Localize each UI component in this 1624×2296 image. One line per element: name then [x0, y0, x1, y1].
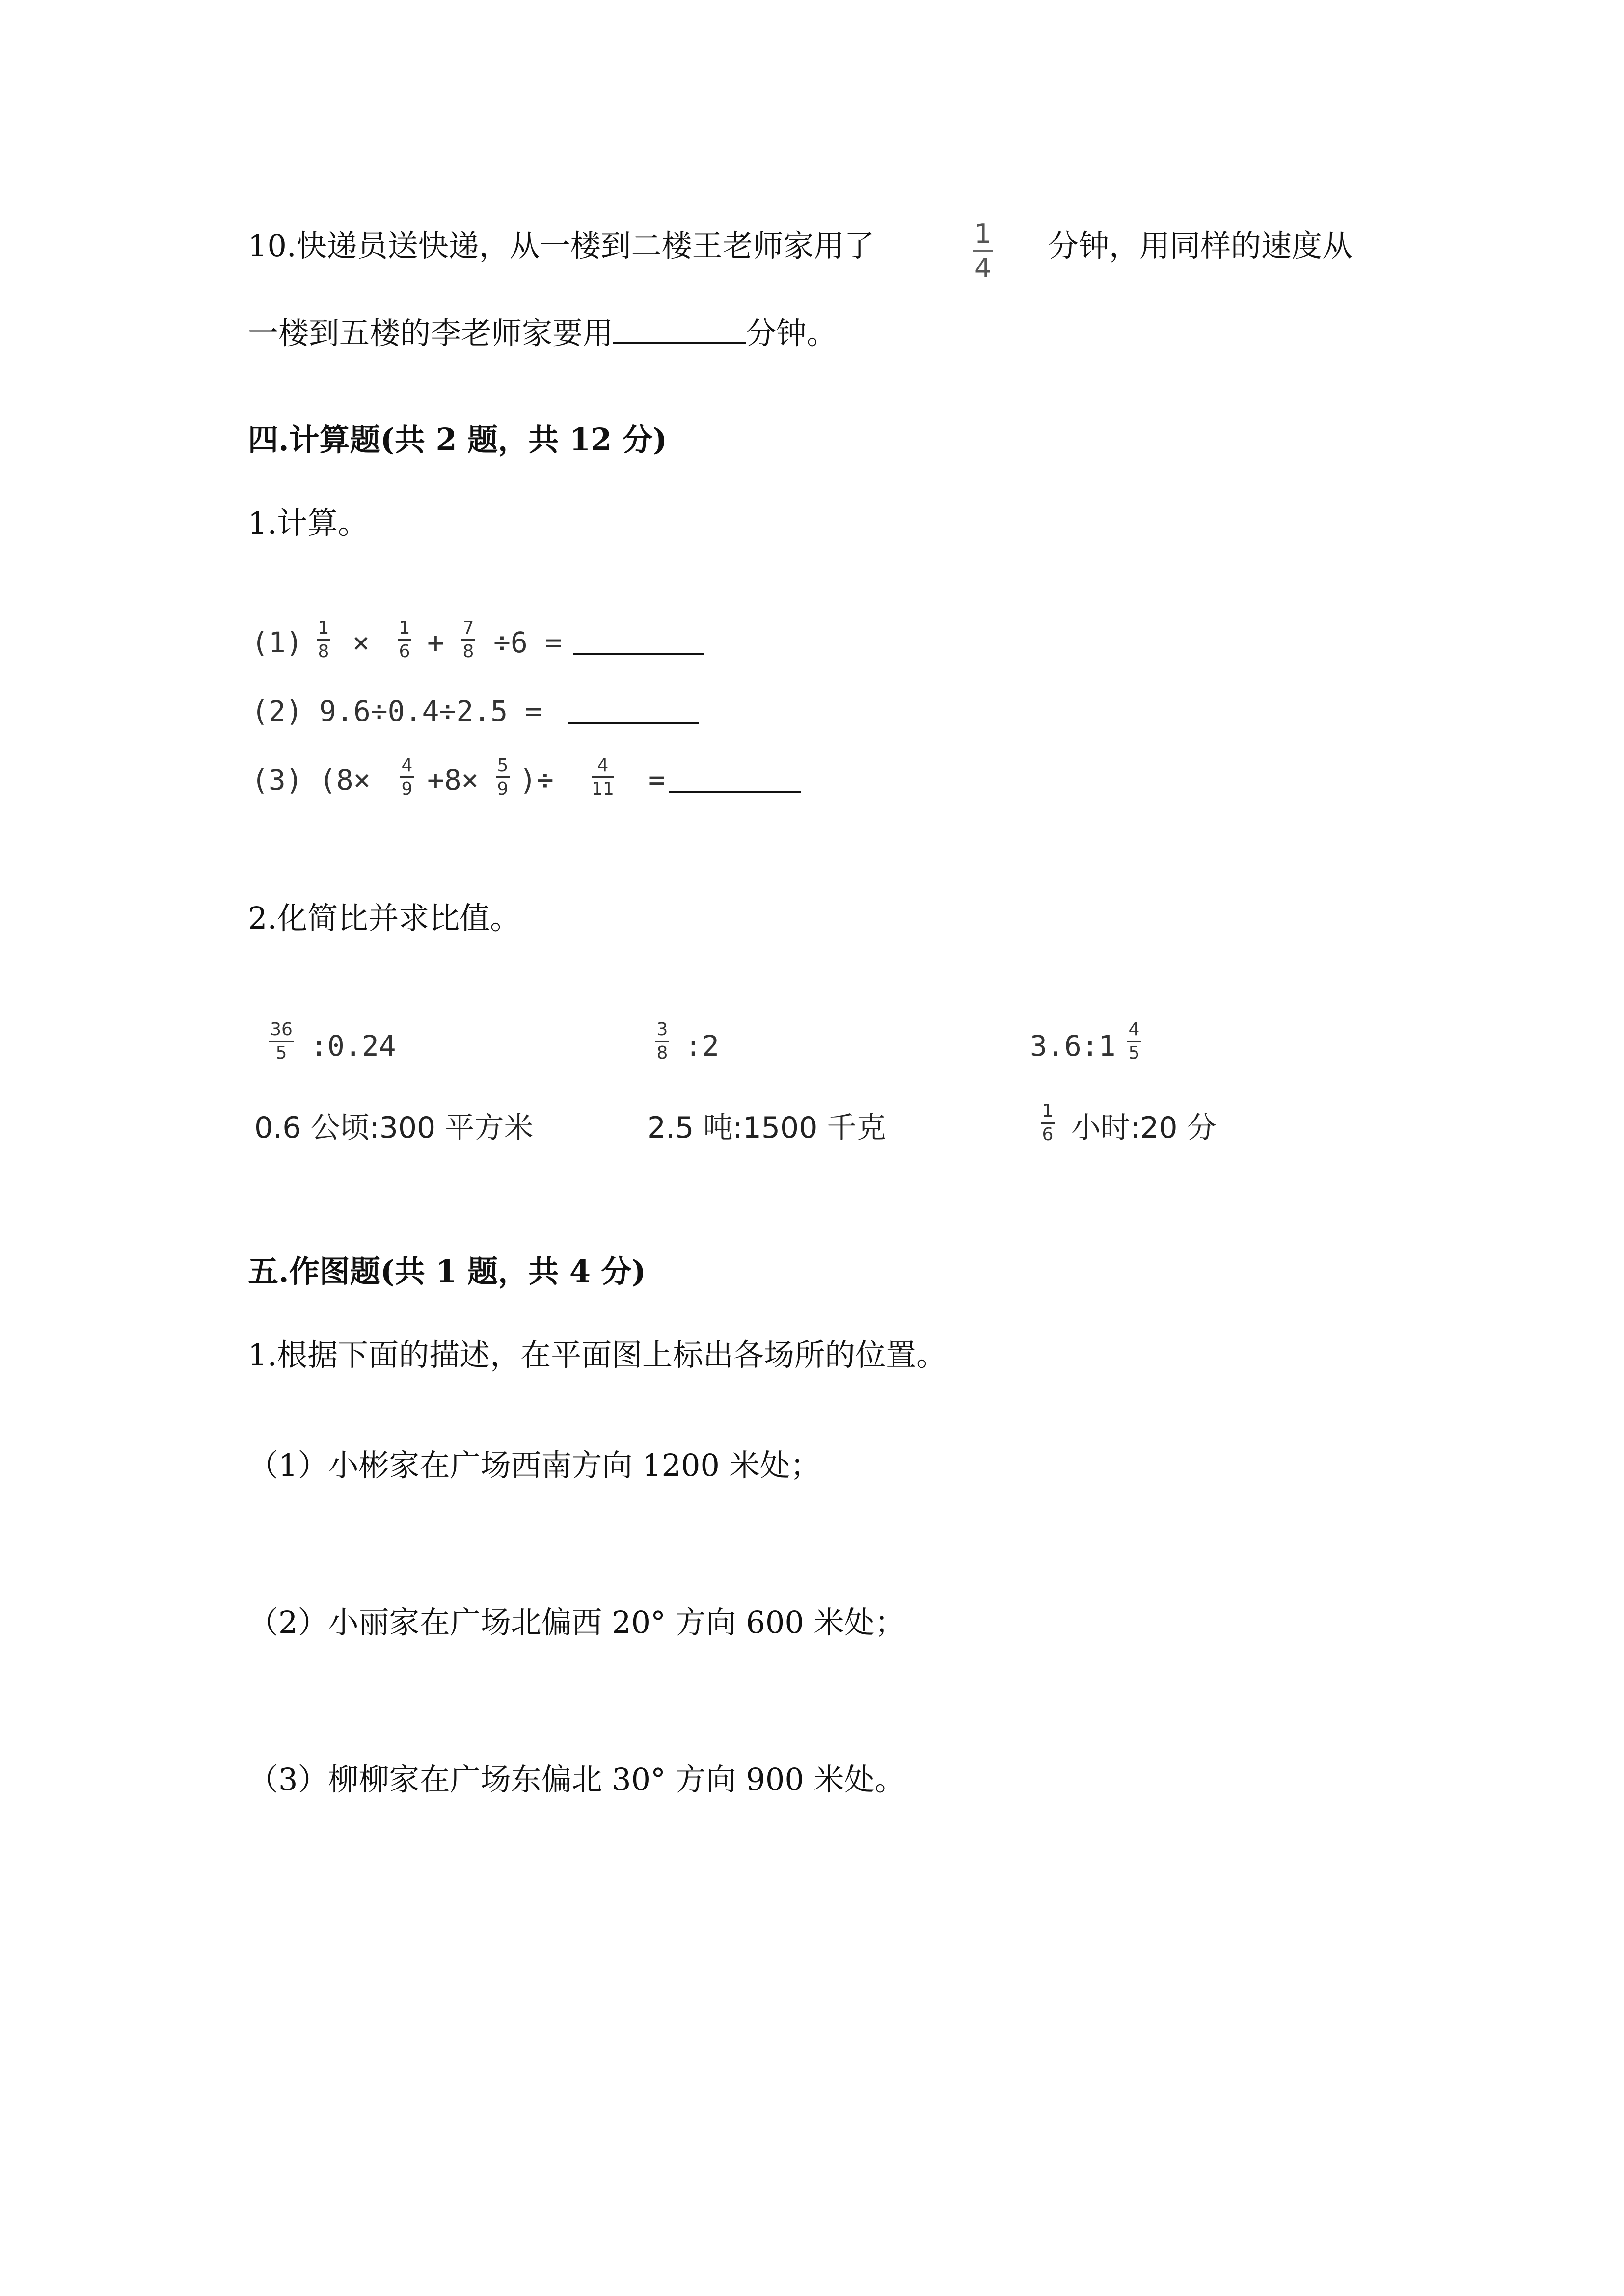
- calc2-expression: 9.6÷0.4÷2.5 =: [319, 694, 542, 728]
- fraction-numerator: 4: [1128, 1019, 1140, 1040]
- section5-item-3: （3）柳柳家在广场东偏北 30° 方向 900 米处。: [248, 1762, 905, 1797]
- fraction-denominator: 8: [318, 641, 329, 662]
- q10-line1-text: 10.快递员送快递，从一楼到二楼王老师家用了: [248, 228, 875, 264]
- fraction-bar: [973, 250, 993, 252]
- calc3-label: (3): [251, 763, 303, 797]
- fraction-denominator: 8: [656, 1043, 668, 1063]
- ratio1-fraction: [269, 1021, 294, 1062]
- calc3-mid: +8×: [427, 763, 479, 797]
- fraction-denominator: 9: [497, 779, 509, 799]
- calc1-rest: ÷6 =: [493, 626, 562, 659]
- calc3-fraction-1: [400, 757, 414, 798]
- fraction-numerator: 4: [401, 755, 413, 775]
- section5-item-1: （1）小彬家在广场西南方向 1200 米处；: [248, 1447, 821, 1483]
- fraction-numerator: 1: [974, 218, 992, 249]
- fraction-numerator: 5: [497, 755, 509, 775]
- calc3-fraction-3: [592, 757, 614, 798]
- calc1-fraction-3: [461, 619, 475, 661]
- ratio3-fraction: [1127, 1021, 1141, 1062]
- fraction-denominator: 4: [974, 253, 992, 284]
- fraction-denominator: 9: [401, 779, 413, 799]
- fraction-numerator: 3: [656, 1019, 668, 1040]
- fraction-numerator: 7: [462, 618, 474, 638]
- section5-heading: 五.作图题(共 1 题，共 4 分): [248, 1254, 646, 1289]
- ratio2-rest: :2: [685, 1029, 719, 1063]
- calc3-fraction-2: [496, 757, 510, 798]
- ratio4-text: 0.6 公顷:300 平方米: [254, 1111, 534, 1145]
- fraction-denominator: 8: [462, 641, 474, 662]
- fraction-bar: [1041, 1122, 1055, 1124]
- calc1-times: ×: [352, 626, 370, 659]
- fraction-bar: [400, 776, 414, 778]
- ratio1-rest: :0.24: [310, 1029, 396, 1063]
- section5-q1-title: 1.根据下面的描述，在平面图上标出各场所的位置。: [248, 1337, 947, 1373]
- fraction-numerator: 1: [399, 618, 410, 638]
- fraction-bar: [592, 776, 614, 778]
- fraction-bar: [317, 639, 330, 641]
- calc1-label: (1): [251, 626, 303, 659]
- fraction-numerator: 1: [1042, 1101, 1054, 1121]
- fraction-bar: [398, 639, 411, 641]
- ratio6-fraction: [1041, 1102, 1055, 1144]
- fraction-denominator: 11: [592, 779, 614, 799]
- calc1-answer-blank[interactable]: [573, 653, 704, 655]
- ratio5-text: 2.5 吨:1500 千克: [647, 1111, 886, 1145]
- fraction-bar: [496, 776, 510, 778]
- q10-line2: 一楼到五楼的李老师家要用 分钟。: [248, 315, 838, 351]
- calc2-answer-blank[interactable]: [568, 722, 699, 724]
- fraction-numerator: 4: [597, 755, 609, 775]
- fraction-numerator: 36: [270, 1019, 293, 1040]
- answer-blank[interactable]: [613, 314, 746, 344]
- fraction-bar: [461, 639, 475, 641]
- q10-line1-after: 分钟，用同样的速度从: [1048, 228, 1353, 264]
- section4-heading: 四.计算题(共 2 题，共 12 分): [248, 422, 668, 457]
- fraction-denominator: 5: [1128, 1043, 1140, 1063]
- fraction-denominator: 5: [275, 1043, 287, 1063]
- fraction-denominator: 6: [1042, 1124, 1054, 1145]
- fraction-bar: [655, 1041, 669, 1042]
- ratio3-prefix: 3.6:1: [1030, 1029, 1116, 1063]
- calc3-open: (8×: [319, 763, 371, 797]
- calc1-plus: +: [427, 626, 444, 659]
- calc1-fraction-2: [398, 619, 411, 661]
- q10-fraction: [973, 218, 993, 284]
- ratio2-fraction: [655, 1021, 669, 1062]
- ratio6-rest: 小时:20 分: [1071, 1111, 1217, 1145]
- calc2-label: (2): [251, 694, 303, 728]
- calc3-equals: =: [648, 763, 665, 797]
- calc1-fraction-1: [317, 619, 330, 661]
- calc3-answer-blank[interactable]: [669, 791, 801, 793]
- calc3-close: )÷: [519, 763, 554, 797]
- section4-q2-title: 2.化简比并求比值。: [248, 900, 521, 936]
- section5-item-2: （2）小丽家在广场北偏西 20° 方向 600 米处；: [248, 1604, 905, 1640]
- fraction-bar: [269, 1041, 294, 1042]
- fraction-numerator: 1: [318, 618, 329, 638]
- fraction-bar: [1127, 1041, 1141, 1042]
- section4-q1-title: 1.计算。: [248, 505, 369, 541]
- fraction-denominator: 6: [399, 641, 410, 662]
